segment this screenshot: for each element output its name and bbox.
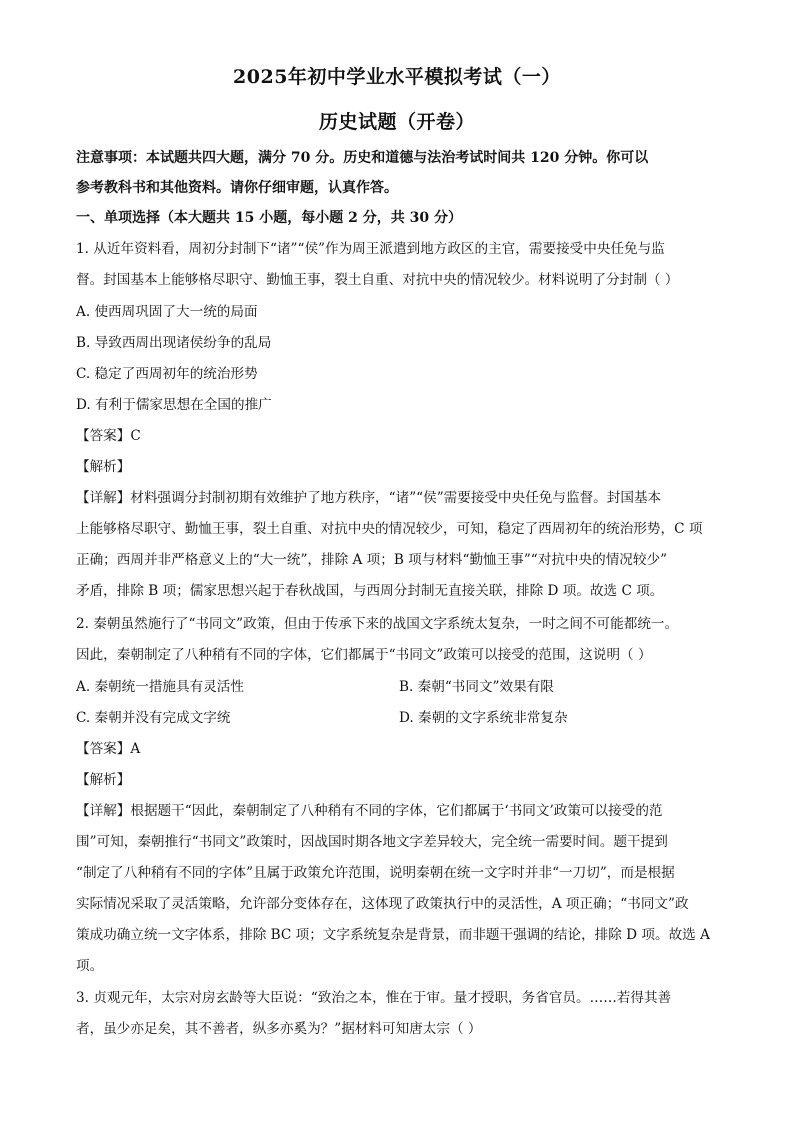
question-2-analysis-label: 【解析】 xyxy=(76,772,131,788)
exam-subtitle: 历史试题（开卷） xyxy=(318,111,475,133)
question-1-detail: 矛盾，排除 B 项；儒家思想兴起于春秋战国，与西周分封制无直接关联，排除 D 项。故选 C 项。 xyxy=(76,583,664,599)
question-2-detail: 围”可知，秦朝推行“书同文”政策时，因战国时期各地文字差异较大，完全统一需要时间。题干提到 xyxy=(76,834,668,850)
question-2-option-a: A. 秦朝统一措施具有灵活性 xyxy=(76,679,244,695)
question-2-detail: 项。 xyxy=(76,958,104,974)
section-heading: 一、单项选择（本大题共 15 小题，每小题 2 分，共 30 分） xyxy=(76,210,462,226)
question-2-detail: 【详解】根据题干“因此，秦朝制定了八种稍有不同的字体，它们都属于‘书同文’政策可以接受的范 xyxy=(76,803,663,819)
question-1-option-a: A. 使西周巩固了大一统的局面 xyxy=(76,304,258,320)
question-1-option-b: B. 导致西周出现诸侯纷争的乱局 xyxy=(76,335,272,351)
question-2-answer: 【答案】A xyxy=(76,741,141,757)
exam-title: 2025年初中学业水平模拟考试（一） xyxy=(233,66,561,88)
question-1-detail: 正确；西周并非严格意义上的“大一统”，排除 A 项；B 项与材料“勤恤王事”“对抗中央的情况较少” xyxy=(76,552,668,568)
question-1-stem: 督。封国基本上能够格尽职守、勤恤王事，裂土自重、对抗中央的情况较少。材料说明了分封制（ ） xyxy=(76,272,679,288)
question-2-option-d: D. 秦朝的文字系统非常复杂 xyxy=(399,710,568,726)
question-2-option-c: C. 秦朝并没有完成文字统 xyxy=(76,710,231,726)
question-2-detail: 策成功确立统一文字体系，排除 BC 项；文字系统复杂是背景，而非题干强调的结论，排除 D 项。故选 A xyxy=(76,927,710,943)
question-1-option-c: C. 稳定了西周初年的统治形势 xyxy=(76,366,258,382)
question-1-stem: 1. 从近年资料看，周初分封制下“诸”“侯”作为周王派遣到地方政区的主官，需要接受中央任免与监 xyxy=(76,241,665,257)
question-3-stem: 3. 贞观元年，太宗对房玄龄等大臣说：“致治之本，惟在于审。量才授职，务省官员。……若得其善 xyxy=(76,990,672,1006)
question-2-detail: 实际情况采取了灵活策略，允许部分变体存在，这体现了政策执行中的灵活性，A 项正确；“书同文”政 xyxy=(76,896,689,912)
notice-line: 参考教科书和其他资料。请你仔细审题，认真作答。 xyxy=(76,180,398,196)
question-3-stem: 者，虽少亦足矣，其不善者，纵多亦奚为？”据材料可知唐太宗（ ） xyxy=(76,1021,482,1037)
question-2-stem: 2. 秦朝虽然施行了“书同文”政策，但由于传承下来的战国文字系统太复杂，一时之间不可能都统一。 xyxy=(76,616,679,632)
notice-line: 注意事项：本试题共四大题，满分 70 分。历史和道德与法治考试时间共 120 分钟。你可以 xyxy=(76,150,649,166)
question-1-analysis-label: 【解析】 xyxy=(76,459,131,475)
question-2-option-b: B. 秦朝“书同文”效果有限 xyxy=(399,679,554,695)
question-2-detail: “制定了八种稍有不同的字体”且属于政策允许范围，说明秦朝在统一文字时并非“一刀切”，而是根据 xyxy=(76,865,675,881)
question-1-answer: 【答案】C xyxy=(76,428,141,444)
question-1-detail: 【详解】材料强调分封制初期有效维护了地方秩序，“诸”“侯”需要接受中央任免与监督。封国基本 xyxy=(76,490,662,506)
question-2-stem: 因此，秦朝制定了八种稍有不同的字体，它们都属于“书同文”政策可以接受的范围，这说明（ ） xyxy=(76,647,652,663)
question-1-detail: 上能够格尽职守、勤恤王事，裂土自重、对抗中央的情况较少，可知，稳定了西周初年的统治形势，C 项 xyxy=(76,521,703,537)
question-1-option-d: D. 有利于儒家思想在全国的推广 xyxy=(76,397,272,413)
